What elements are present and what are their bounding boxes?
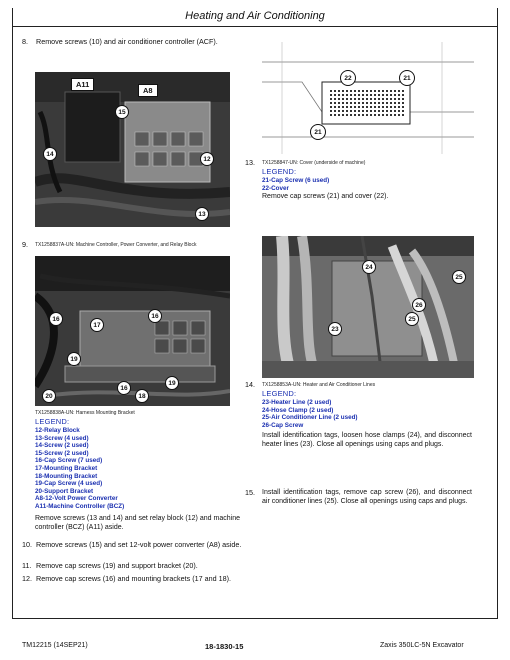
- step-15-text: Install identification tags, remove cap screw (26), and disconnect air conditioner lines (25). Close all openings using caps and plugs.: [262, 489, 472, 505]
- legend-14-list: [262, 399, 358, 429]
- callout-16-left: 16: [49, 312, 63, 326]
- step-11-number: 11.: [22, 561, 32, 570]
- legend-bracket-item: 19-Cap Screw (4 used): [35, 480, 103, 488]
- photo-cover-image: [262, 42, 474, 154]
- callout-18: 18: [135, 389, 149, 403]
- legend-bracket-item: A11-Machine Controller (BCZ): [35, 502, 125, 510]
- step-11: [22, 561, 242, 570]
- bracket-action: Remove screws (13 and 14) and set relay block (12) and machine controller (BCZ) (A11) aside.: [35, 515, 240, 531]
- bracket-caption: TX1258838A-UN: Harness Mounting Bracket: [35, 410, 135, 416]
- legend-bracket-item: 18-Mounting Bracket: [35, 472, 98, 480]
- tag-a11: A11: [71, 78, 94, 91]
- step-10-text: Remove screws (15) and set 12-volt power converter (A8) aside.: [36, 540, 242, 549]
- legend-bracket-title: LEGEND:: [35, 417, 70, 426]
- legend-bracket-item: 16-Cap Screw (7 used): [35, 457, 103, 465]
- footer-model: Zaxis 350LC-5N Excavator: [380, 642, 464, 649]
- legend-bracket-item: 14-Screw (2 used): [35, 442, 89, 450]
- callout-21-bottom: 21: [310, 124, 326, 140]
- callout-14: 14: [43, 147, 57, 161]
- step-14-number: 14.: [245, 380, 255, 389]
- footer-divider: [12, 618, 498, 619]
- callout-15: 15: [115, 105, 129, 119]
- legend-bracket-item: 15-Screw (2 used): [35, 449, 89, 457]
- legend-14-item: 24-Hose Clamp (2 used): [262, 406, 334, 414]
- legend-bracket-item: 13-Screw (4 used): [35, 434, 89, 442]
- step-13-action: Remove cap screws (21) and cover (22).: [262, 193, 389, 200]
- step-14-action: Install identification tags, loosen hose clamps (24), and disconnect heater lines (23). Close all openings using caps and plugs.: [262, 432, 472, 448]
- step-8-text: Remove screws (10) and air conditioner controller (ACF).: [36, 37, 218, 46]
- photo-cover: [262, 42, 474, 154]
- step-13-caption: TX1258847-UN: Cover (underside of machine): [262, 160, 366, 166]
- step-13-number: 13.: [245, 158, 255, 167]
- legend-14-item: 23-Heater Line (2 used): [262, 399, 332, 406]
- callout-16-center: 16: [148, 309, 162, 323]
- step-15-number: 15.: [245, 488, 255, 497]
- legend-13-item: 22-Cover: [262, 184, 289, 192]
- callout-25-bottom: 25: [405, 312, 419, 326]
- photo-bracket: [35, 256, 230, 406]
- header-divider: [12, 26, 498, 27]
- callout-19-right: 19: [165, 376, 179, 390]
- callout-17: 17: [90, 318, 104, 332]
- step-10: [22, 540, 242, 549]
- step-11-text: Remove cap screws (19) and support bracket (20).: [36, 561, 198, 570]
- callout-26: 26: [412, 298, 426, 312]
- step-8: [22, 37, 242, 46]
- page-title: Heating and Air Conditioning: [185, 10, 325, 22]
- photo-lines: [262, 236, 474, 378]
- step-12-number: 12.: [22, 574, 32, 583]
- footer-page-number: 18-1830-15: [205, 642, 244, 651]
- step-12-text: Remove cap screws (16) and mounting brackets (17 and 18).: [36, 574, 231, 583]
- callout-16-bottom: 16: [117, 381, 131, 395]
- callout-13: 13: [195, 207, 209, 221]
- step-14-caption: TX1258853A-UN: Heater and Air Conditioner Lines: [262, 382, 376, 388]
- legend-bracket-item: 17-Mounting Bracket: [35, 464, 98, 472]
- step-12: [22, 574, 247, 583]
- callout-20: 20: [42, 389, 56, 403]
- callout-24: 24: [362, 260, 376, 274]
- step-10-number: 10.: [22, 540, 32, 549]
- callout-25-top: 25: [452, 270, 466, 284]
- footer-manual-id: TM12215 (14SEP21): [22, 642, 88, 649]
- legend-bracket-item: 12-Relay Block: [35, 427, 80, 434]
- legend-14-item: 26-Cap Screw: [262, 421, 304, 429]
- photo-lines-image: [262, 236, 474, 378]
- legend-bracket-list: [35, 427, 124, 511]
- legend-bracket-item: A8-12-Volt Power Converter: [35, 495, 118, 503]
- legend-13-list: [262, 177, 329, 192]
- legend-14-item: 25-Air Conditioner Line (2 used): [262, 414, 358, 422]
- callout-21-top: 21: [399, 70, 415, 86]
- legend-bracket-item: 20-Support Bracket: [35, 487, 94, 495]
- callout-19-left: 19: [67, 352, 81, 366]
- callout-23: 23: [328, 322, 342, 336]
- callout-12: 12: [200, 152, 214, 166]
- photo-controller-image: [35, 72, 230, 227]
- legend-13-title: LEGEND:: [262, 167, 297, 176]
- step-9-number: 9.: [22, 240, 28, 249]
- step-8-number: 8.: [22, 37, 28, 46]
- photo-controller: [35, 72, 230, 227]
- legend-13-item: 21-Cap Screw (6 used): [262, 177, 330, 184]
- photo-bracket-image: [35, 256, 230, 406]
- callout-22: 22: [340, 70, 356, 86]
- legend-14-title: LEGEND:: [262, 389, 297, 398]
- step-9-caption: TX1258837A-UN: Machine Controller, Power Converter, and Relay Block: [35, 242, 197, 248]
- tag-a8: A8: [138, 84, 158, 97]
